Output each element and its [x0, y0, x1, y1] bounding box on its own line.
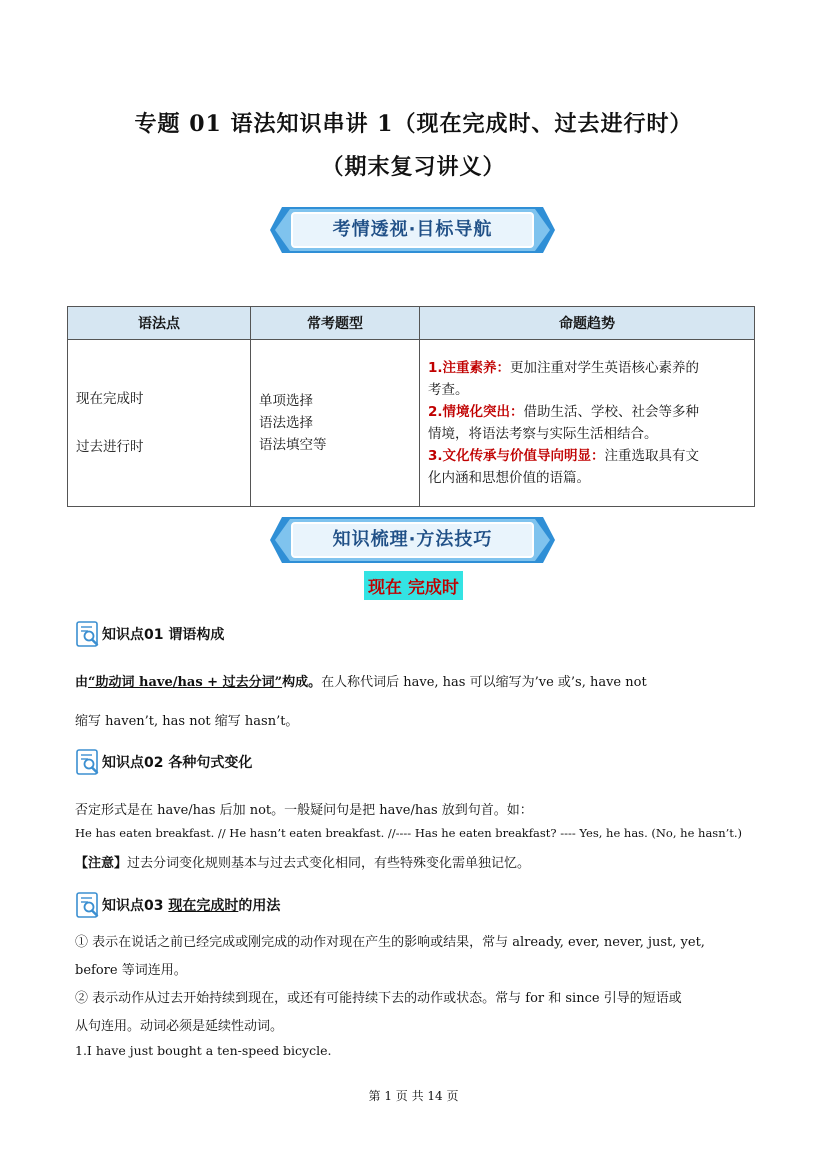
- kp2-line-2: He has eaten breakfast. // He hasn’t eaten breakfast. //---- Has he eaten breakfast? ---- Yes, he has. (No, he hasn’t.): [75, 826, 743, 840]
- exam-overview-table: [67, 306, 755, 507]
- kp3-usage-2: ② 表示动作从过去开始持续到现在，或还有可能持续下去的动作或状态。常与 for 和 since 引导的短语或: [75, 991, 682, 1006]
- question-type: 语法填空等: [259, 437, 327, 453]
- question-type: 语法选择: [259, 415, 313, 431]
- grammar-point: 现在完成时: [76, 391, 144, 407]
- trends-cell: [420, 340, 755, 507]
- kp3-example-1: 1.I have just bought a ten-speed bicycle.: [75, 1043, 332, 1058]
- grammar-point: 过去进行时: [76, 439, 144, 455]
- section-title-present-perfect: 现在 完成时: [364, 571, 463, 600]
- kp3-usage-1: ① 表示在说话之前已经完成或刚完成的动作对现在产生的影响或结果，常与 already, ever, never, just, yet,: [75, 935, 705, 950]
- banner-exam-text: 考情透视·目标导航: [332, 219, 493, 240]
- trend-item-cont: 化内涵和思想价值的语篇。: [428, 470, 590, 486]
- magnifier-doc-icon: [76, 621, 100, 647]
- page-footer: 第 1 页 共 14 页: [368, 1089, 459, 1103]
- question-types-cell: [251, 340, 420, 507]
- trend-item: 2.情境化突出：借助生活、学校、社会等多种: [428, 404, 700, 420]
- kp1-line-2: 缩写 haven’t, has not 缩写 hasn’t。: [75, 714, 299, 729]
- question-type: 单项选择: [259, 393, 313, 409]
- kp2-line-1: 否定形式是在 have/has 后加 not。一般疑问句是把 have/has 放到句首。如：: [75, 803, 533, 818]
- trend-item-cont: 情境，将语法考察与实际生活相结合。: [428, 426, 658, 442]
- trend-item: 1.注重素养：更加注重对学生英语核心素养的: [428, 360, 700, 376]
- kp2-note: 【注意】过去分词变化规则基本与过去式变化相同，有些特殊变化需单独记忆。: [75, 856, 531, 871]
- grammar-points-cell: [68, 340, 251, 507]
- document-title: 专题 01 语法知识串讲 1（现在完成时、过去进行时）: [134, 111, 693, 137]
- magnifier-doc-icon: [76, 749, 100, 775]
- table-header-grammar-point: 语法点: [68, 307, 251, 340]
- knowledge-point-title: 知识点03 现在完成时的用法: [102, 898, 281, 914]
- kp1-line-1: 由“助动词 have/has + 过去分词”构成。在人称代词后 have, has 可以缩写为’ve 或’s, have not: [75, 675, 647, 690]
- banner-knowledge: [270, 515, 555, 565]
- table-header-trend: 命题趋势: [420, 307, 755, 340]
- knowledge-point-title: 知识点01 谓语构成: [102, 627, 225, 643]
- table-header-question-type: 常考题型: [251, 307, 420, 340]
- banner-exam-overview: [270, 205, 555, 255]
- magnifier-doc-icon: [76, 892, 100, 918]
- kp3-usage-1-cont: before 等词连用。: [75, 963, 187, 978]
- trend-item-cont: 考查。: [428, 382, 469, 398]
- banner-knowledge-text: 知识梳理·方法技巧: [332, 529, 493, 550]
- kp3-usage-2-cont: 从句连用。动词必须是延续性动词。: [75, 1019, 284, 1034]
- document-subtitle: （期末复习讲义）: [321, 154, 506, 180]
- trend-item: 3.文化传承与价值导向明显：注重选取具有文: [428, 448, 700, 464]
- knowledge-point-title: 知识点02 各种句式变化: [102, 755, 253, 771]
